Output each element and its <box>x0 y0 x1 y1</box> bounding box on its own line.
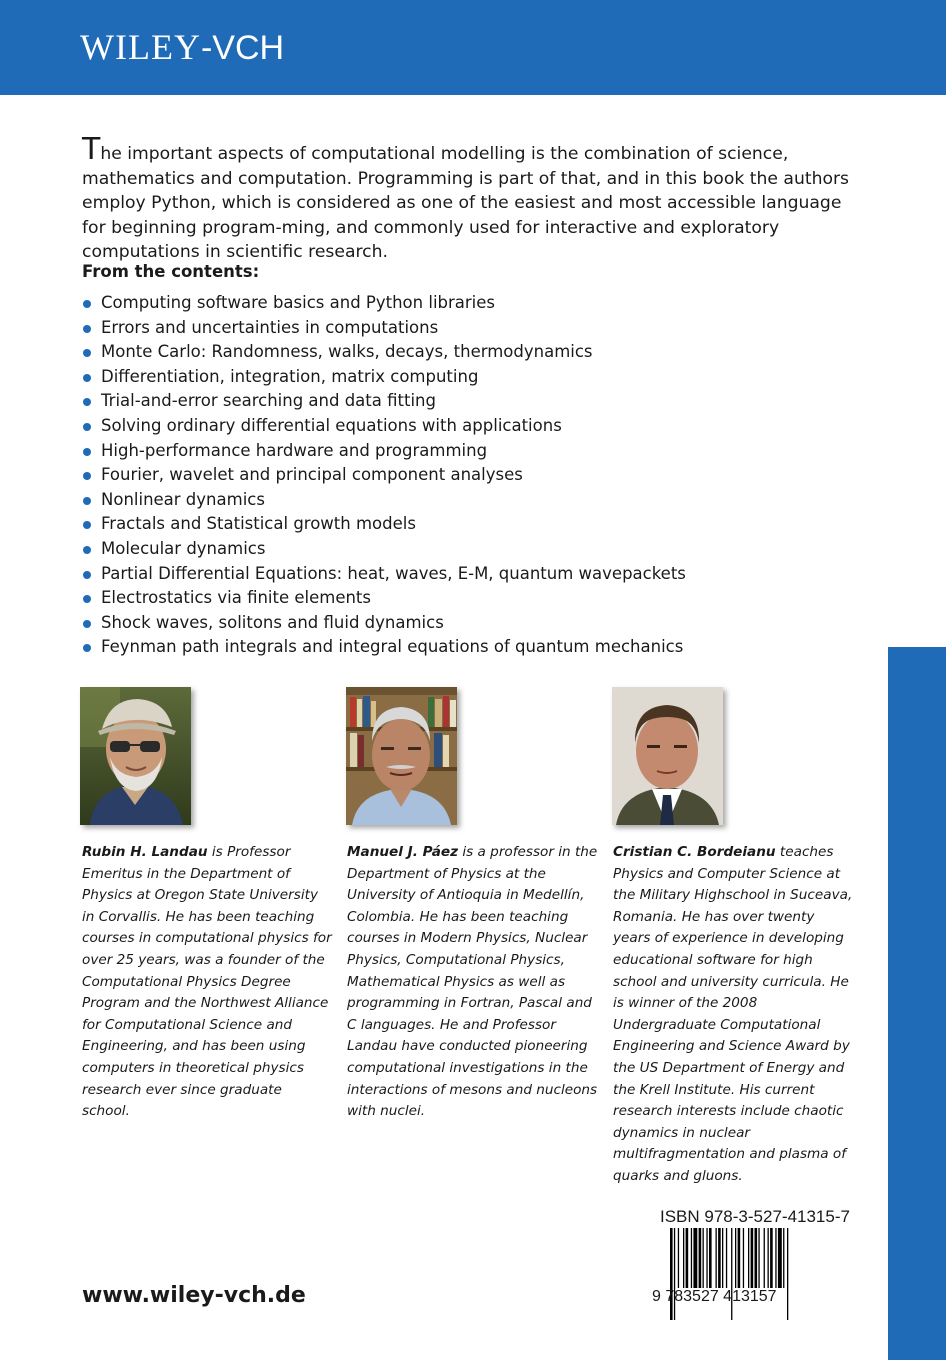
bullet-icon <box>83 325 91 333</box>
barcode-bar <box>787 1228 788 1320</box>
bullet-icon <box>83 620 91 628</box>
author-bio-landau <box>82 842 334 1123</box>
wiley-vch-logo <box>80 27 284 68</box>
barcode-bar <box>678 1228 679 1288</box>
author-photo-paez <box>346 687 457 825</box>
intro-dropcap: T <box>82 132 101 167</box>
bullet-icon <box>83 472 91 480</box>
publisher-website: www.wiley-vch.de <box>82 1283 306 1308</box>
isbn-label: ISBN 978-3-527-41315-7 <box>660 1207 850 1226</box>
bullet-icon <box>83 374 91 382</box>
author-name: Cristian C. Bordeianu <box>613 844 776 860</box>
barcode-bar <box>726 1228 727 1288</box>
list-item: Trial-and-error searching and data fitting <box>82 389 686 414</box>
side-accent-bar <box>888 647 946 1360</box>
barcode-bar <box>748 1228 749 1288</box>
contents-heading: From the contents: <box>82 262 260 281</box>
bullet-icon <box>83 497 91 505</box>
barcode-bar <box>691 1228 692 1288</box>
intro-paragraph <box>82 132 862 265</box>
list-item: Computing software basics and Python libraries <box>82 291 686 316</box>
logo-suffix: -VCH <box>200 29 285 67</box>
barcode-bar <box>706 1228 707 1288</box>
intro-text: he important aspects of computational modelling is the combination of science, mathematics and computation. Programming is part of that, and in this book the authors employ Python, which is considered as one of the easiest and most accessible language for beginning program-ming, and commonly used for interactive and exploratory computations in scientific research. <box>82 144 850 262</box>
bullet-icon <box>83 300 91 308</box>
author-name: Manuel J. Páez <box>347 844 459 860</box>
bullet-icon <box>83 595 91 603</box>
list-item: Shock waves, solitons and fluid dynamics <box>82 611 686 636</box>
barcode-bar <box>755 1228 758 1288</box>
author-photo-landau <box>80 687 191 825</box>
logo-main: WILEY <box>80 27 201 67</box>
barcode-bar <box>716 1228 717 1288</box>
isbn-barcode <box>652 1228 848 1324</box>
barcode-bar <box>703 1228 704 1288</box>
bullet-icon <box>83 546 91 554</box>
barcode-bar <box>775 1228 776 1288</box>
barcode-bar <box>693 1228 697 1288</box>
list-item: Molecular dynamics <box>82 537 686 562</box>
barcode-bar <box>743 1228 744 1288</box>
list-item: Fractals and Statistical growth models <box>82 512 686 537</box>
list-item: Solving ordinary differential equations with applications <box>82 414 686 439</box>
barcode-bar <box>751 1228 754 1288</box>
barcode-bar <box>735 1228 736 1288</box>
list-item: Electrostatics via finite elements <box>82 586 686 611</box>
barcode-bar <box>683 1228 684 1288</box>
list-item: Fourier, wavelet and principal component analyses <box>82 463 686 488</box>
contents-list <box>82 291 686 660</box>
author-bio-text: is Professor Emeritus in the Department of Physics at Oregon State University in Corvallis. He has been teaching courses in computational physics for over 25 years, was a founder of the Computational Physics Degree Program and the Northwest Alliance for Computational Science and Engineering, and has been using computers in theoretical physics research ever since graduate school. <box>82 844 332 1120</box>
barcode-bar <box>783 1228 784 1288</box>
author-photo-bordeianu <box>612 687 723 825</box>
barcode-bar <box>670 1228 673 1320</box>
barcode-bar <box>738 1228 741 1288</box>
barcode-digits: 9 783527 413157 <box>652 1288 777 1305</box>
barcode-bar <box>758 1228 759 1288</box>
author-bio-text: teaches Physics and Computer Science at the Military Highschool in Suceava, Romania. He has over twenty years of experience in developing educational software for high school and university curricula. He is winner of the 2008 Undergraduate Computational Engineering and Science Award by the US Department of Energy and the Krell Institute. His current research interests include chaotic dynamics in nuclear multifragmentation and plasma of quarks and gluons. <box>613 844 853 1184</box>
bullet-icon <box>83 571 91 579</box>
list-item: Differentiation, integration, matrix computing <box>82 365 686 390</box>
bullet-icon <box>83 423 91 431</box>
author-name: Rubin H. Landau <box>82 844 208 860</box>
bullet-icon <box>83 521 91 529</box>
barcode-bar <box>768 1228 769 1288</box>
list-item: Feynman path integrals and integral equations of quantum mechanics <box>82 635 686 660</box>
author-bio-paez <box>347 842 599 1123</box>
list-item: High-performance hardware and programming <box>82 439 686 464</box>
barcode-bar <box>674 1228 675 1320</box>
barcode-bar <box>686 1228 689 1288</box>
barcode-bar <box>709 1228 712 1288</box>
header-band <box>0 0 946 95</box>
author-bio-text: is a professor in the Department of Physics at the University of Antioquia in Medellín, Colombia. He has been teaching courses in Modern Physics, Nuclear Physics, Computational Physics, Mathematical Physics as well as programming in Fortran, Pascal and C languages. He and Professor Landau have conducted pioneering computational investigations in the interactions of mesons and nucleons with nuclei. <box>347 844 598 1120</box>
barcode-bar <box>764 1228 765 1288</box>
bullet-icon <box>83 349 91 357</box>
barcode-bar <box>778 1228 782 1288</box>
barcode-bar <box>718 1228 721 1288</box>
barcode-bar <box>722 1228 723 1288</box>
list-item: Partial Differential Equations: heat, waves, E-M, quantum wavepackets <box>82 562 686 587</box>
list-item: Monte Carlo: Randomness, walks, decays, thermodynamics <box>82 340 686 365</box>
barcode-bar <box>699 1228 702 1288</box>
list-item: Errors and uncertainties in computations <box>82 316 686 341</box>
list-item: Nonlinear dynamics <box>82 488 686 513</box>
bullet-icon <box>83 448 91 456</box>
barcode-bar <box>731 1228 732 1320</box>
author-bio-bordeianu <box>613 842 855 1188</box>
bullet-icon <box>83 398 91 406</box>
bullet-icon <box>83 644 91 652</box>
barcode-bar <box>770 1228 773 1288</box>
